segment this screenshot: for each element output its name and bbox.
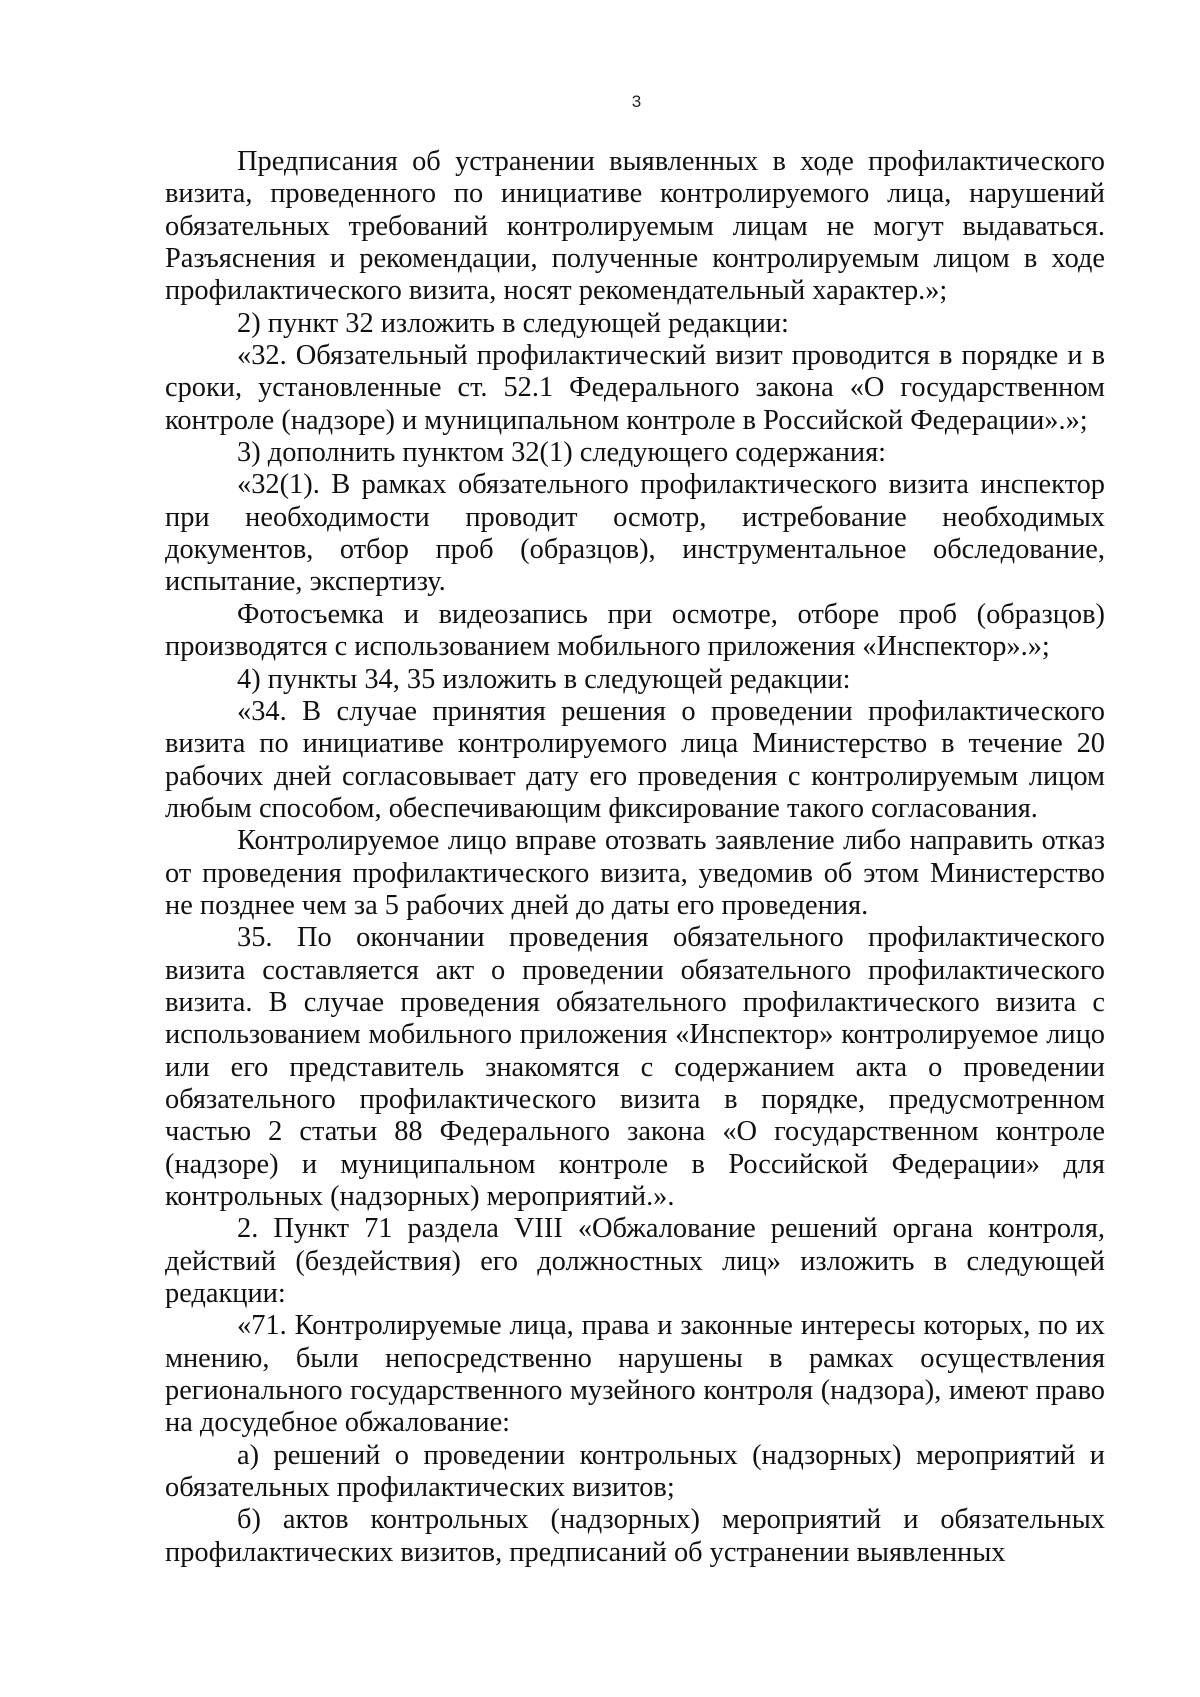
paragraph-photo-video: Фотосъемка и видеозапись при осмотре, отборе проб (образцов) производятся с использованием мобильного приложения «Инспектор».»; xyxy=(165,598,1105,663)
paragraph-clause-34: «34. В случае принятия решения о проведении профилактического визита по инициативе контролируемого лица Министерство в течение 20 рабочих дней согласовывает дату его проведения с контролируемым лицом любым способом, обеспечивающим фиксирование такого согласования. xyxy=(165,695,1105,824)
page-number: 3 xyxy=(631,92,642,111)
paragraph-subitem-a: а) решений о проведении контрольных (надзорных) мероприятий и обязательных профилактических визитов; xyxy=(165,1439,1105,1504)
paragraph-point-71-intro: 2. Пункт 71 раздела VIII «Обжалование решений органа контроля, действий (бездействия) его должностных лиц» изложить в следующей редакции: xyxy=(165,1213,1105,1310)
paragraph-clause-32-1: «32(1). В рамках обязательного профилактического визита инспектор при необходимости проводит осмотр, истребование необходимых документов, отбор проб (образцов), инструментальное обследование, испытание, экспертизу. xyxy=(165,469,1105,598)
document-body xyxy=(165,146,1105,1569)
paragraph-clause-32: «32. Обязательный профилактический визит проводится в порядке и в сроки, установленные ст. 52.1 Федерального закона «О государственном контроле (надзоре) и муниципальном контроле в Российской Федерации».»; xyxy=(165,340,1105,436)
paragraph-item-2: 2) пункт 32 изложить в следующей редакции: xyxy=(237,307,789,339)
paragraph-item-3: 3) дополнить пунктом 32(1) следующего содержания: xyxy=(237,437,887,469)
paragraph-withdraw: Контролируемое лицо вправе отозвать заявление либо направить отказ от проведения профилактического визита, уведомив об этом Министерство не позднее чем за 5 рабочих дней до даты его проведения. xyxy=(165,825,1105,921)
paragraph-item-4: 4) пункты 34, 35 изложить в следующей редакции: xyxy=(237,663,851,695)
paragraph-clause-35: 35. По окончании проведения обязательного профилактического визита составляется акт о проведении обязательного профилактического визита. В случае проведения обязательного профилактического визита с использованием мобильного приложения «Инспектор» контролируемое лицо или его представитель знакомятся с содержанием акта о проведении обязательного профилактического визита в порядке, предусмотренном частью 2 статьи 88 Федерального закона «О государственном контроле (надзоре) и муниципальном контроле в Российской Федерации» для контрольных (надзорных) мероприятий.». xyxy=(165,922,1105,1212)
paragraph-subitem-b: б) актов контрольных (надзорных) мероприятий и обязательных профилактических визитов, предписаний об устранении выявленных xyxy=(165,1504,1105,1568)
paragraph-clause-71: «71. Контролируемые лица, права и законные интересы которых, по их мнению, были непосредственно нарушены в рамках осуществления регионального государственного музейного контроля (надзора), имеют право на досудебное обжалование: xyxy=(165,1310,1105,1439)
paragraph-prescriptions: Предписания об устранении выявленных в ходе профилактического визита, проведенного по инициативе контролируемого лица, нарушений обязательных требований контролируемым лицам не могут выдаваться. Разъяснения и рекомендации, полученные контролируемым лицом в ходе профилактического визита, носят рекомендательный характер.»; xyxy=(165,146,1105,307)
